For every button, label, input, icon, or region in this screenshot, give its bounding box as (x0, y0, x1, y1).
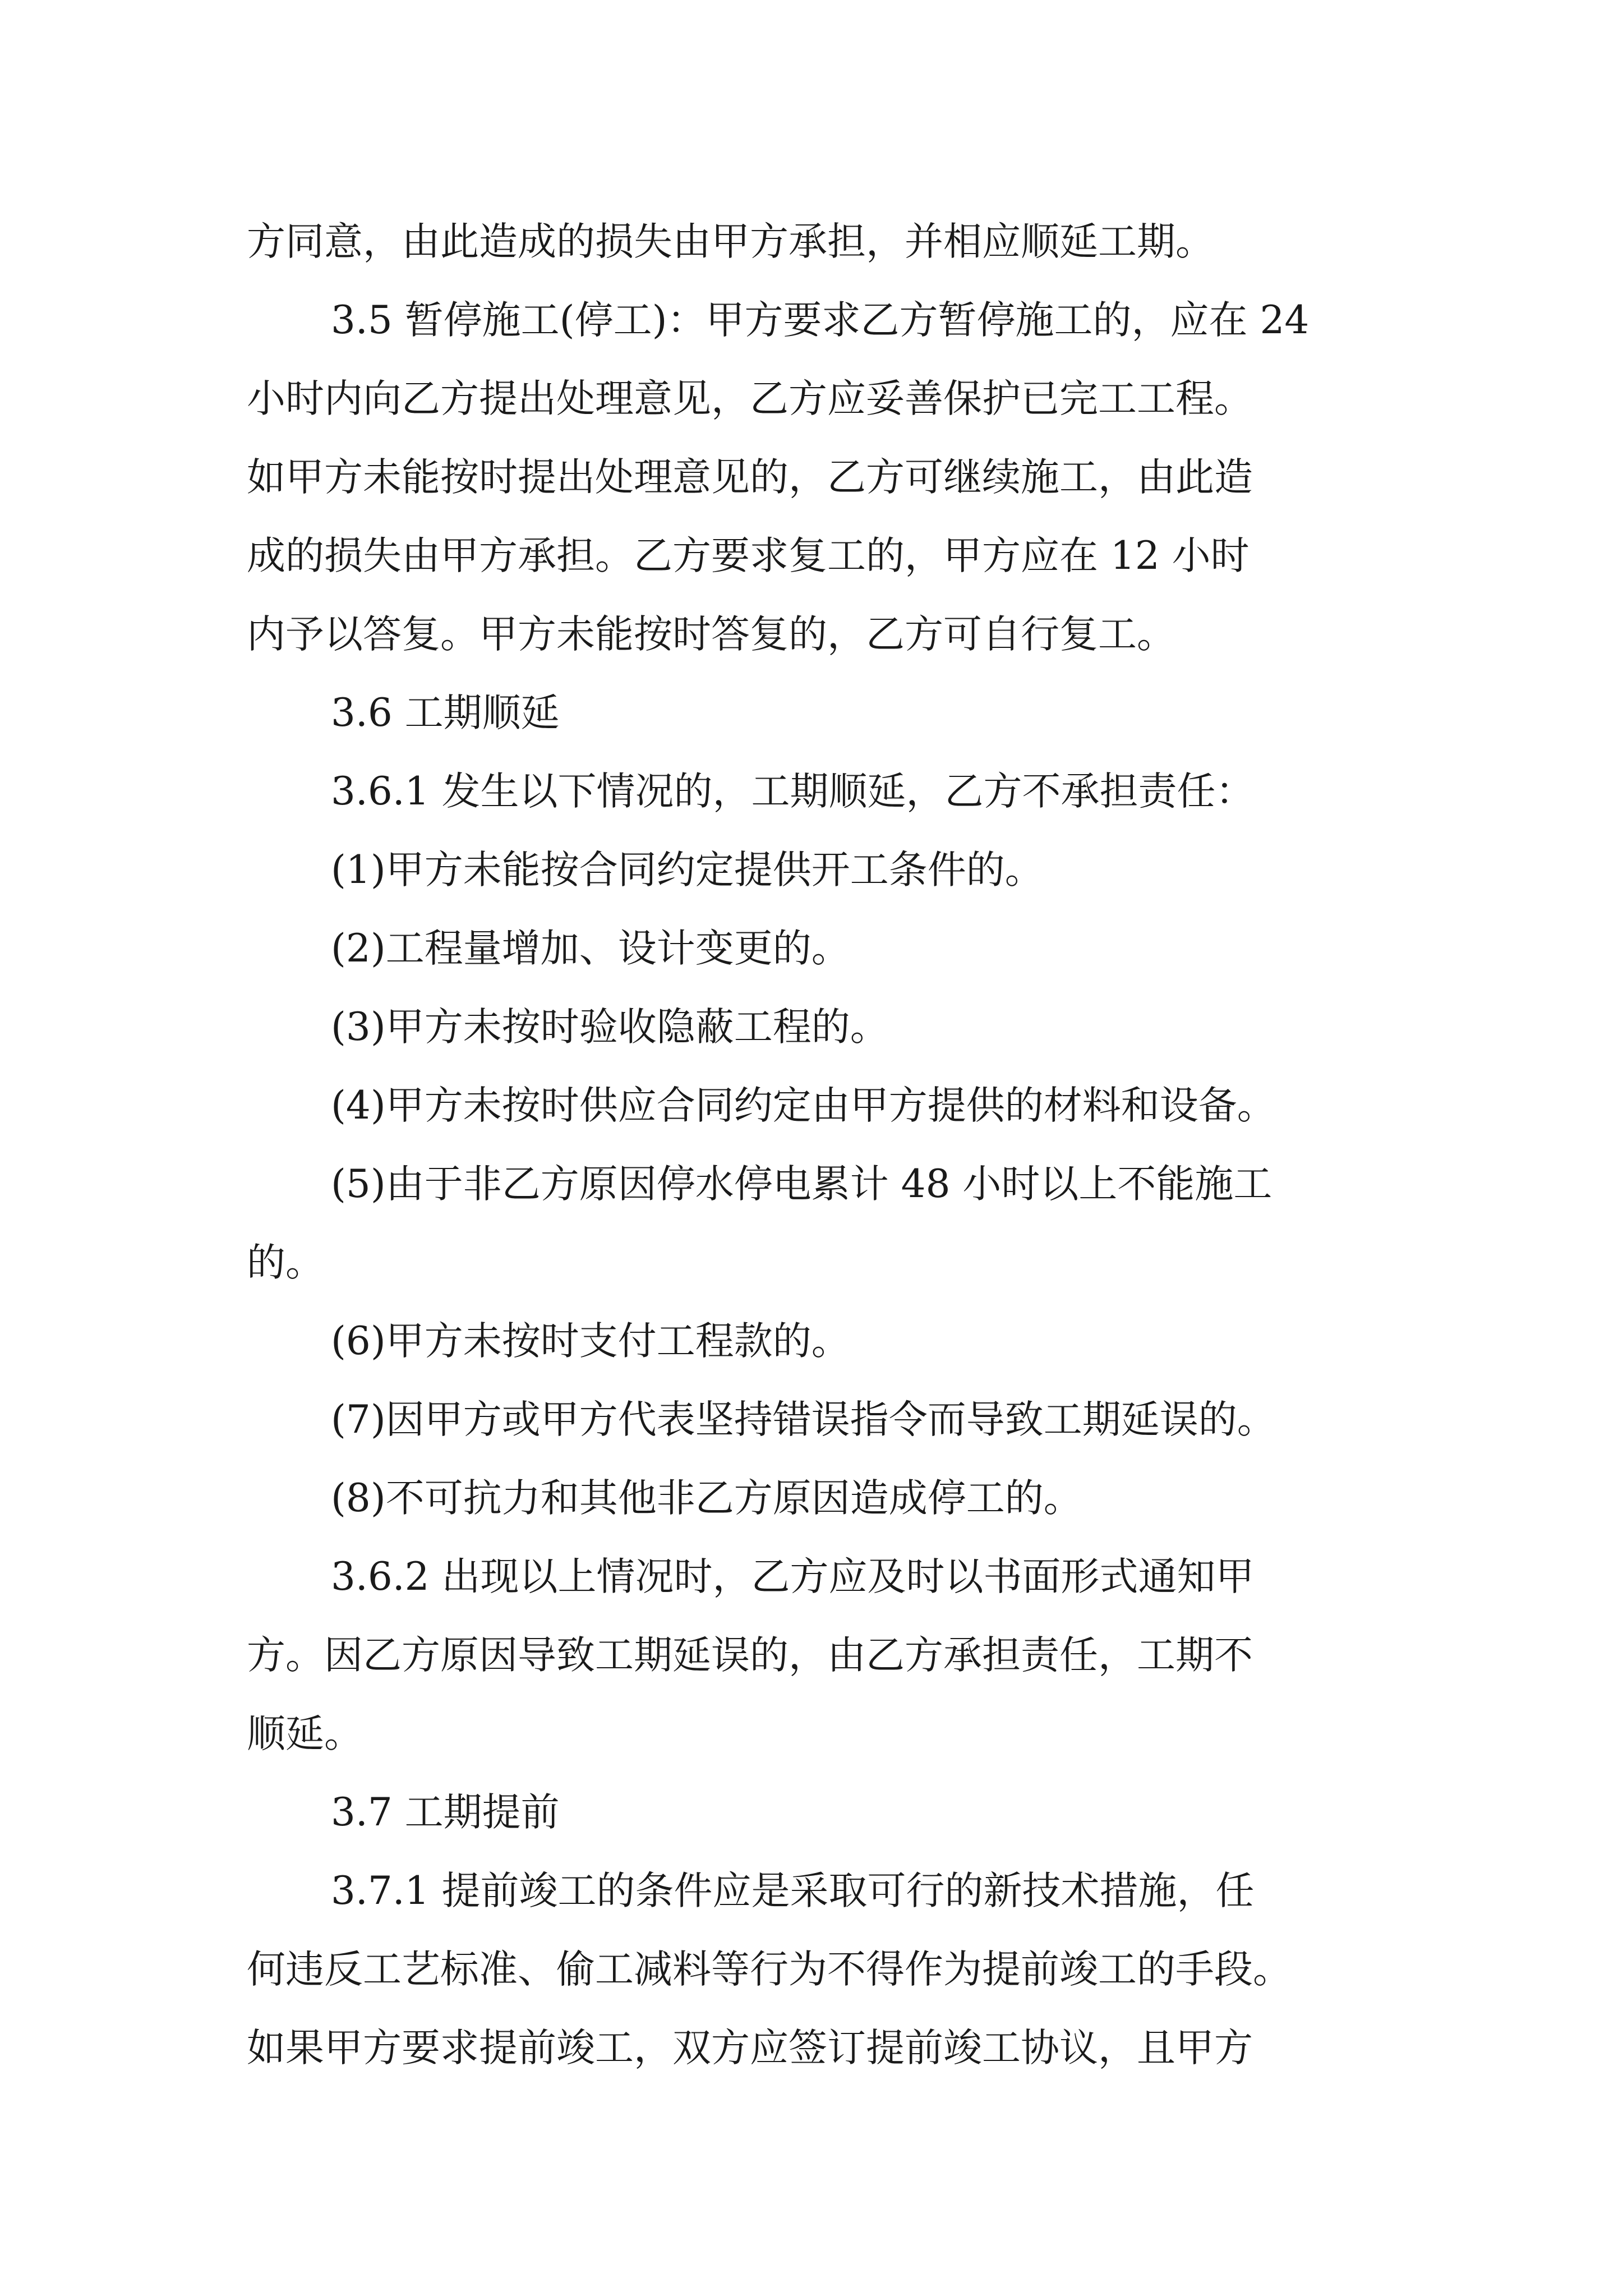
text-line: 方同意，由此造成的损失由甲方承担，并相应顺延工期。 (247, 219, 1214, 264)
text-line: 如甲方未能按时提出处理意见的，乙方可继续施工，由此造 (247, 455, 1253, 500)
text-line: 成的损失由甲方承担。乙方要求复工的，甲方应在 12 小时 (247, 533, 1249, 578)
text-line: 3.5 暂停施工(停工)：甲方要求乙方暂停施工的，应在 24 (331, 298, 1310, 343)
list-item: (3)甲方未按时验收隐蔽工程的。 (331, 1005, 889, 1050)
text-line: 内予以答复。甲方未能按时答复的，乙方可自行复工。 (247, 612, 1175, 657)
text-line: 的。 (247, 1240, 324, 1285)
list-item: (7)因甲方或甲方代表坚持错误指令而导致工期延误的。 (331, 1397, 1276, 1442)
list-item: (5)由于非乙方原因停水停电累计 48 小时以上不能施工 (331, 1162, 1272, 1207)
list-item: (4)甲方未按时供应合同约定由甲方提供的材料和设备。 (331, 1083, 1276, 1128)
text-line: 3.6.1 发生以下情况的，工期顺延，乙方不承担责任： (331, 769, 1255, 814)
list-item: (6)甲方未按时支付工程款的。 (331, 1319, 850, 1364)
list-item: (2)工程量增加、设计变更的。 (331, 926, 850, 971)
text-line: 方。因乙方原因导致工期延误的，由乙方承担责任，工期不 (247, 1633, 1253, 1678)
section-heading: 3.6 工期顺延 (331, 691, 560, 735)
text-line: 如果甲方要求提前竣工，双方应签订提前竣工协议，且甲方 (247, 2026, 1253, 2070)
list-item: (8)不可抗力和其他非乙方原因造成停工的。 (331, 1476, 1082, 1521)
text-line: 小时内向乙方提出处理意见，乙方应妥善保护已完工工程。 (247, 376, 1253, 421)
list-item: (1)甲方未能按合同约定提供开工条件的。 (331, 848, 1044, 892)
section-heading: 3.7 工期提前 (331, 1790, 560, 1835)
text-line: 何违反工艺标准、偷工减料等行为不得作为提前竣工的手段。 (247, 1947, 1292, 1992)
text-line: 顺延。 (247, 1711, 363, 1756)
text-line: 3.7.1 提前竣工的条件应是采取可行的新技术措施，任 (331, 1869, 1255, 1913)
text-line: 3.6.2 出现以上情况时，乙方应及时以书面形式通知甲 (331, 1554, 1255, 1599)
